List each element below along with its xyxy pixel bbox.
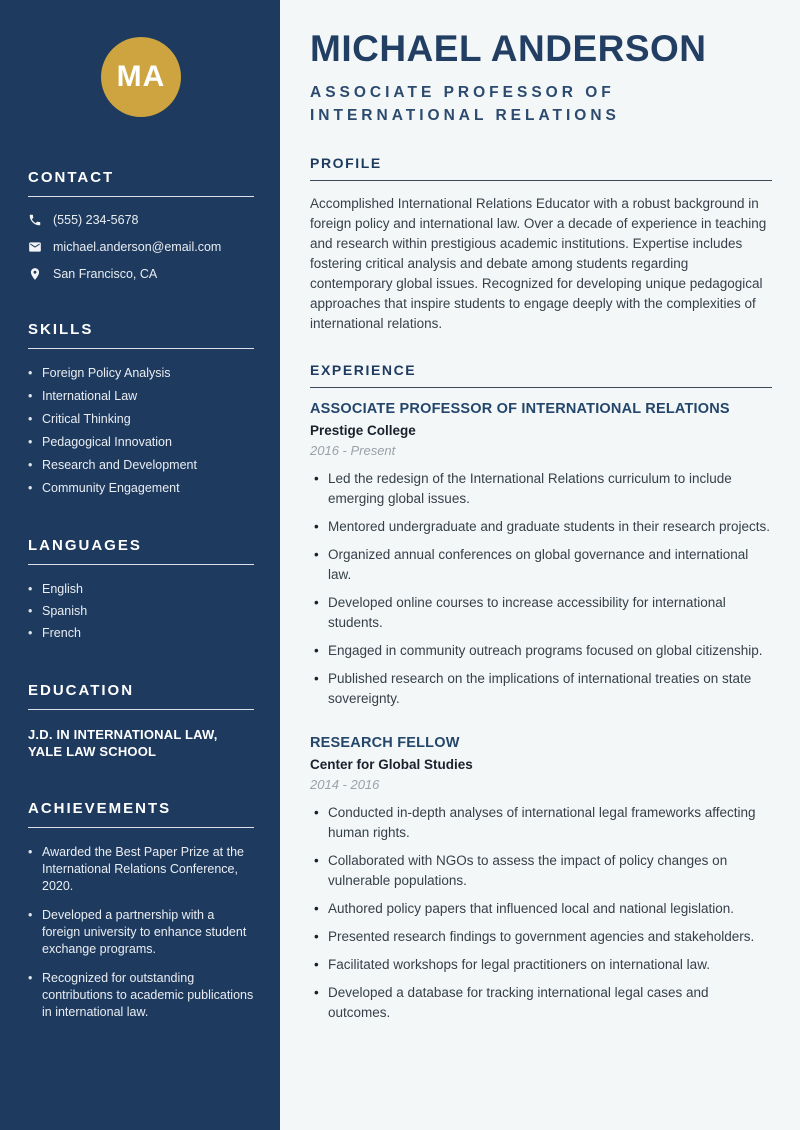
job-dates: 2014 - 2016 <box>310 776 380 792</box>
job-bullet: • Presented research findings to government agencies and stakeholders. <box>310 927 772 947</box>
skill-item: • Foreign Policy Analysis <box>28 365 254 382</box>
profile-heading: PROFILE <box>310 155 772 181</box>
skills-list <box>28 365 254 497</box>
sidebar <box>0 0 280 1130</box>
education-section <box>28 682 254 760</box>
job-bullets <box>310 469 772 709</box>
experience-section <box>310 362 772 1023</box>
job-bullets <box>310 803 772 1023</box>
contact-email-text: michael.anderson@email.com <box>53 240 222 254</box>
skill-item: • Research and Development <box>28 457 254 474</box>
job-bullet: • Conducted in-depth analyses of international legal frameworks affecting human rights. <box>310 803 772 843</box>
job-company: Center for Global Studies <box>310 756 473 772</box>
job-title: ASSOCIATE PROFESSOR OF INTERNATIONAL RELATIONS <box>310 400 730 417</box>
job-title: RESEARCH FELLOW <box>310 734 460 751</box>
achievement-item: • Awarded the Best Paper Prize at the International Relations Conference, 2020. <box>28 844 254 895</box>
phone-icon <box>28 213 42 227</box>
achievements-heading: ACHIEVEMENTS <box>28 800 254 828</box>
achievements-section <box>28 800 254 1021</box>
location-icon <box>28 267 42 281</box>
job-bullet: • Published research on the implications of international treaties on state sovereignty. <box>310 669 772 709</box>
language-item: • Spanish <box>28 603 254 620</box>
skill-item: • Pedagogical Innovation <box>28 434 254 451</box>
languages-list <box>28 581 254 642</box>
avatar <box>101 37 181 117</box>
contact-phone-text: (555) 234-5678 <box>53 213 139 227</box>
language-item: • French <box>28 625 254 642</box>
contact-heading: CONTACT <box>28 169 254 197</box>
job-bullet: • Facilitated workshops for legal practitioners on international law. <box>310 955 772 975</box>
job-bullet: • Organized annual conferences on global governance and international law. <box>310 545 772 585</box>
experience-heading: EXPERIENCE <box>310 362 772 388</box>
contact-location <box>28 267 254 281</box>
job-bullet: • Mentored undergraduate and graduate students in their research projects. <box>310 517 772 537</box>
job-bullet: • Developed online courses to increase accessibility for international students. <box>310 593 772 633</box>
avatar-initials: MA <box>116 60 166 93</box>
main-content <box>280 0 800 1130</box>
contact-location-text: San Francisco, CA <box>53 267 158 281</box>
job-bullet: • Developed a database for tracking international legal cases and outcomes. <box>310 983 772 1023</box>
job-entry-2 <box>310 735 772 1023</box>
profile-text: Accomplished International Relations Educator with a robust background in foreign policy and international law. Over a decade of experience in teaching and research within prestigious academic institutions. Expertise includes fostering critical analysis and debate among students regarding contemporary global issues. Recognized for developing unique pedagogical approaches that inspire students to engage deeply with the complexities of international relations. <box>310 195 767 331</box>
achievement-item: • Developed a partnership with a foreign university to enhance student exchange programs. <box>28 907 254 958</box>
person-title: ASSOCIATE PROFESSOR OF INTERNATIONAL RELATIONS <box>310 83 620 124</box>
contact-section <box>28 169 254 281</box>
skills-section <box>28 321 254 497</box>
languages-section <box>28 537 254 642</box>
achievement-item: • Recognized for outstanding contributions to academic publications in international law. <box>28 970 254 1021</box>
skill-item: • Critical Thinking <box>28 411 254 428</box>
job-entry-1 <box>310 401 772 709</box>
skill-item: • International Law <box>28 388 254 405</box>
contact-email <box>28 240 254 254</box>
job-bullet: • Engaged in community outreach programs focused on global citizenship. <box>310 641 772 661</box>
skill-item: • Community Engagement <box>28 480 254 497</box>
email-icon <box>28 240 42 254</box>
profile-section <box>310 155 772 334</box>
contact-phone <box>28 213 254 227</box>
job-dates: 2016 - Present <box>310 442 396 458</box>
job-bullet: • Authored policy papers that influenced local and national legislation. <box>310 899 772 919</box>
job-bullet: • Led the redesign of the International Relations curriculum to include emerging global issues. <box>310 469 772 509</box>
education-heading: EDUCATION <box>28 682 254 710</box>
languages-heading: LANGUAGES <box>28 537 254 565</box>
person-name: MICHAEL ANDERSON <box>310 28 707 69</box>
job-company: Prestige College <box>310 422 416 438</box>
job-bullet: • Collaborated with NGOs to assess the impact of policy changes on vulnerable populations. <box>310 851 772 891</box>
achievements-list <box>28 844 254 1021</box>
education-degree: J.D. IN INTERNATIONAL LAW, YALE LAW SCHOOL <box>28 727 218 759</box>
skills-heading: SKILLS <box>28 321 254 349</box>
language-item: • English <box>28 581 254 598</box>
